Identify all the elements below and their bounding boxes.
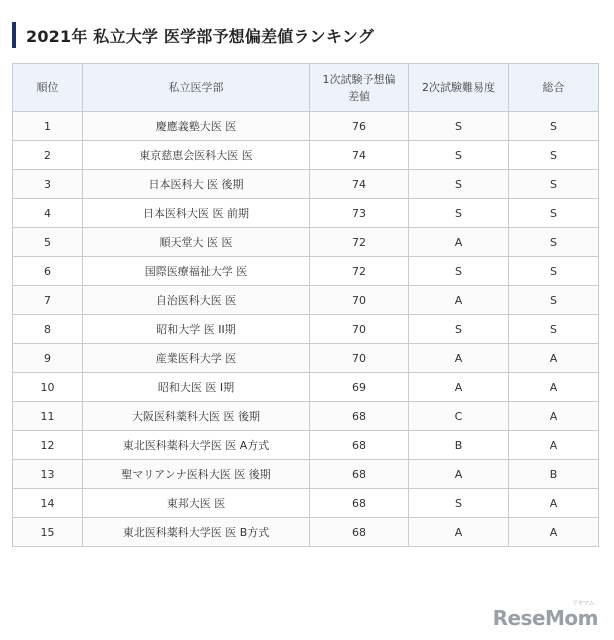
- difficulty-cell: A: [409, 518, 509, 547]
- difficulty-cell: A: [409, 286, 509, 315]
- deviation-cell: 68: [310, 518, 409, 547]
- overall-cell: A: [509, 373, 599, 402]
- school-cell: 自治医科大医 医: [83, 286, 310, 315]
- rank-cell: 4: [13, 199, 83, 228]
- table-row: [13, 431, 599, 460]
- deviation-cell: 76: [310, 112, 409, 141]
- header-deviation-line2: 差値: [348, 89, 370, 103]
- deviation-cell: 68: [310, 460, 409, 489]
- header-deviation: [310, 64, 409, 112]
- header-difficulty: 2次試験難易度: [409, 64, 509, 112]
- table-row: [13, 518, 599, 547]
- school-cell: 順天堂大 医 医: [83, 228, 310, 257]
- table-row: [13, 257, 599, 286]
- resemom-logo: [492, 600, 598, 630]
- difficulty-cell: S: [409, 257, 509, 286]
- overall-cell: A: [509, 489, 599, 518]
- page-title: 2021年 私立大学 医学部予想偏差値ランキング: [26, 26, 374, 46]
- table-row: [13, 315, 599, 344]
- table-row: [13, 170, 599, 199]
- deviation-cell: 74: [310, 141, 409, 170]
- difficulty-cell: S: [409, 112, 509, 141]
- table-row: [13, 344, 599, 373]
- table-row: [13, 199, 599, 228]
- deviation-cell: 70: [310, 344, 409, 373]
- deviation-cell: 69: [310, 373, 409, 402]
- overall-cell: S: [509, 315, 599, 344]
- ranking-table: [12, 63, 599, 547]
- school-cell: 慶應義塾大医 医: [83, 112, 310, 141]
- overall-cell: A: [509, 518, 599, 547]
- rank-cell: 7: [13, 286, 83, 315]
- school-cell: 日本医科大 医 後期: [83, 170, 310, 199]
- rank-cell: 6: [13, 257, 83, 286]
- rank-cell: 15: [13, 518, 83, 547]
- deviation-cell: 70: [310, 286, 409, 315]
- rank-cell: 5: [13, 228, 83, 257]
- rank-cell: 13: [13, 460, 83, 489]
- rank-cell: 11: [13, 402, 83, 431]
- deviation-cell: 72: [310, 257, 409, 286]
- deviation-cell: 68: [310, 489, 409, 518]
- header-rank: 順位: [13, 64, 83, 112]
- deviation-cell: 68: [310, 402, 409, 431]
- difficulty-cell: B: [409, 431, 509, 460]
- logo-text: ReseMom: [492, 606, 598, 630]
- difficulty-cell: S: [409, 489, 509, 518]
- school-cell: 昭和大学 医 II期: [83, 315, 310, 344]
- school-cell: 日本医科大医 医 前期: [83, 199, 310, 228]
- rank-cell: 8: [13, 315, 83, 344]
- school-cell: 東北医科薬科大学医 医 B方式: [83, 518, 310, 547]
- title-bar: [12, 22, 374, 48]
- rank-cell: 2: [13, 141, 83, 170]
- table-row: [13, 112, 599, 141]
- overall-cell: A: [509, 431, 599, 460]
- logo-ruby: リセマム: [572, 600, 594, 607]
- deviation-cell: 70: [310, 315, 409, 344]
- overall-cell: A: [509, 344, 599, 373]
- rank-cell: 12: [13, 431, 83, 460]
- table-row: [13, 489, 599, 518]
- school-cell: 東邦大医 医: [83, 489, 310, 518]
- header-school: 私立医学部: [83, 64, 310, 112]
- rank-cell: 10: [13, 373, 83, 402]
- table-header-row: [13, 64, 599, 112]
- rank-cell: 3: [13, 170, 83, 199]
- difficulty-cell: S: [409, 141, 509, 170]
- overall-cell: S: [509, 286, 599, 315]
- overall-cell: S: [509, 112, 599, 141]
- overall-cell: A: [509, 402, 599, 431]
- table-row: [13, 402, 599, 431]
- overall-cell: S: [509, 170, 599, 199]
- difficulty-cell: A: [409, 344, 509, 373]
- difficulty-cell: S: [409, 199, 509, 228]
- overall-cell: B: [509, 460, 599, 489]
- overall-cell: S: [509, 141, 599, 170]
- difficulty-cell: A: [409, 460, 509, 489]
- deviation-cell: 68: [310, 431, 409, 460]
- school-cell: 聖マリアンナ医科大医 医 後期: [83, 460, 310, 489]
- school-cell: 産業医科大学 医: [83, 344, 310, 373]
- deviation-cell: 74: [310, 170, 409, 199]
- difficulty-cell: S: [409, 170, 509, 199]
- school-cell: 東京慈恵会医科大医 医: [83, 141, 310, 170]
- school-cell: 昭和大医 医 I期: [83, 373, 310, 402]
- table-row: [13, 286, 599, 315]
- deviation-cell: 73: [310, 199, 409, 228]
- overall-cell: S: [509, 228, 599, 257]
- school-cell: 国際医療福祉大学 医: [83, 257, 310, 286]
- rank-cell: 9: [13, 344, 83, 373]
- rank-cell: 14: [13, 489, 83, 518]
- overall-cell: S: [509, 199, 599, 228]
- difficulty-cell: A: [409, 373, 509, 402]
- header-deviation-line1: 1次試験予想偏: [322, 72, 396, 86]
- overall-cell: S: [509, 257, 599, 286]
- table-row: [13, 228, 599, 257]
- deviation-cell: 72: [310, 228, 409, 257]
- difficulty-cell: S: [409, 315, 509, 344]
- rank-cell: 1: [13, 112, 83, 141]
- school-cell: 大阪医科薬科大医 医 後期: [83, 402, 310, 431]
- difficulty-cell: A: [409, 228, 509, 257]
- difficulty-cell: C: [409, 402, 509, 431]
- table-row: [13, 460, 599, 489]
- table-row: [13, 141, 599, 170]
- school-cell: 東北医科薬科大学医 医 A方式: [83, 431, 310, 460]
- table-row: [13, 373, 599, 402]
- header-overall: 総合: [509, 64, 599, 112]
